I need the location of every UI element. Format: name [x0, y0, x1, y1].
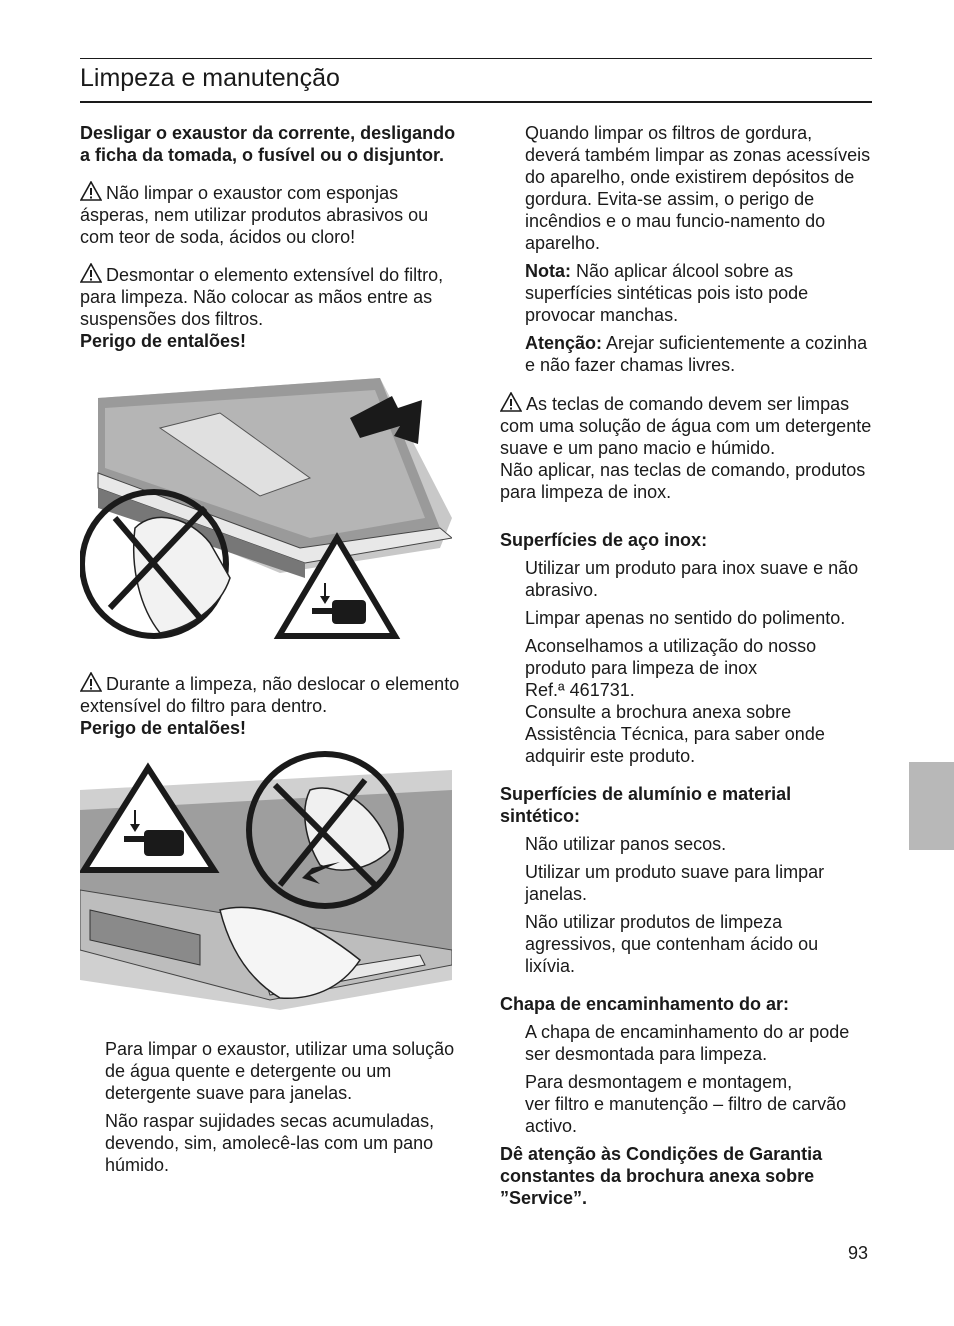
warning-text-1: Não limpar o exaustor com esponjas ásperas, nem utilizar produtos abrasivos ou com teor de soda, ácidos ou cloro! [80, 183, 429, 247]
air-plate-item-2b: ver filtro e manutenção – filtro de carvão activo. [525, 1094, 847, 1136]
danger-label-1: Perigo de entalões! [80, 331, 247, 351]
note-label: Nota: [525, 261, 571, 281]
heading-air-plate: Chapa de encaminhamento do ar: [500, 994, 790, 1014]
air-plate-item-2a: Para desmontagem e montagem, [525, 1072, 793, 1092]
illustration-filter-removal [80, 378, 452, 650]
control-keys-paragraph: Não aplicar, nas teclas de comando, produtos para limpeza de inox. [500, 460, 866, 502]
heading-stainless-steel: Superfícies de aço inox: [500, 530, 708, 550]
warning-paragraph-1 [80, 181, 460, 248]
stainless-item-2: Limpar apenas no sentido do polimento. [525, 608, 846, 628]
right-column [500, 122, 872, 1209]
header-rule-bottom [80, 101, 872, 103]
grease-filter-paragraph: Quando limpar os filtros de gordura, deverá também limpar as zonas acessíveis do aparelho, onde existirem depósitos de gordura. Evita-se assim, o perigo de incêndios e o mau funcio-namento do aparelho. [525, 123, 871, 253]
warning-icon [80, 263, 102, 283]
chapter-tab [909, 762, 954, 850]
aluminium-item-1: Não utilizar panos secos. [525, 834, 727, 854]
note-text: Não aplicar álcool sobre as superfícies sintéticas pois isto pode provocar manchas. [525, 261, 809, 325]
air-plate-item-1: A chapa de encaminhamento do ar pode ser desmontada para limpeza. [525, 1022, 850, 1064]
aluminium-item-3: Não utilizar produtos de limpeza agressivos, que contenham ácido ou lixívia. [525, 912, 819, 976]
danger-label-2: Perigo de entalões! [80, 718, 247, 738]
stainless-item-3a: Aconselhamos a utilização do nosso produto para limpeza de inox [525, 636, 817, 678]
cleaning-paragraph-1: Para limpar o exaustor, utilizar uma solução de água quente e detergente ou um detergente suave para janelas. [105, 1039, 455, 1103]
heading-aluminium: Superfícies de alumínio e material sintético: [500, 784, 792, 826]
intro-bold: Desligar o exaustor da corrente, desligando a ficha da tomada, o fusível ou o disjuntor. [80, 123, 456, 165]
aluminium-item-2: Utilizar um produto suave para limpar janelas. [525, 862, 825, 904]
warning-paragraph-3 [80, 672, 460, 717]
warning-text-2: Desmontar o elemento extensível do filtro, para limpeza. Não colocar as mãos entre as suspensões dos filtros. [80, 265, 444, 329]
warranty-notice: Dê atenção às Condições de Garantia constantes da brochura anexa sobre ”Service”. [500, 1144, 823, 1208]
stainless-item-1: Utilizar um produto para inox suave e não abrasivo. [525, 558, 859, 600]
left-column-bottom [105, 1038, 457, 1176]
stainless-item-3c: Consulte a brochura anexa sobre Assistência Técnica, para saber onde adquirir este produto. [525, 702, 825, 766]
attention-paragraph [500, 332, 872, 376]
left-column-middle [80, 672, 460, 739]
header-rule-top [80, 58, 872, 59]
cleaning-paragraph-2: Não raspar sujidades secas acumuladas, devendo, sim, amolecê-las com um pano húmido. [105, 1111, 435, 1175]
stainless-item-3b: Ref.ª 461731. [525, 680, 635, 700]
left-column-top [80, 122, 460, 352]
illustration-filter-cleaning [80, 750, 452, 1020]
warning-icon [80, 181, 102, 201]
attention-label: Atenção: [525, 333, 603, 353]
warning-text-4: As teclas de comando devem ser limpas com uma solução de água com um detergente suave e um pano macio e húmido. [500, 394, 872, 458]
warning-text-3: Durante a limpeza, não deslocar o elemento extensível do filtro para dentro. [80, 674, 460, 716]
warning-icon [500, 392, 522, 412]
warning-paragraph-2 [80, 263, 460, 330]
page-number: 93 [848, 1243, 869, 1263]
warning-icon [80, 672, 102, 692]
note-paragraph [500, 260, 872, 326]
attention-text: Arejar suficientemente a cozinha e não fazer chamas livres. [525, 333, 868, 375]
warning-paragraph-4 [500, 392, 872, 459]
page-title: Limpeza e manutenção [80, 64, 340, 92]
